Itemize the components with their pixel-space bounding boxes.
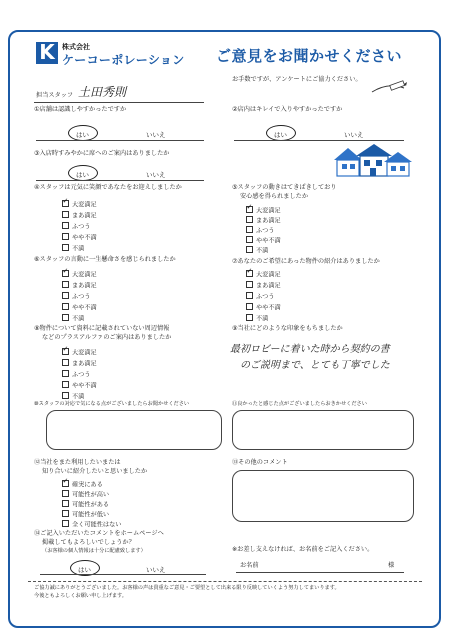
thanks-line-2: 今後ともよろしくお願い申し上げます。 — [34, 593, 127, 599]
q4-option-4-label: やや不満 — [72, 234, 97, 242]
q14-text-3: （お客様の個人情報は十分に配慮致します） — [42, 548, 146, 554]
checkbox-checked-icon — [246, 206, 253, 213]
q8-option-4[interactable] — [62, 381, 97, 391]
logo-k-icon: K — [39, 40, 55, 64]
q3-underline — [36, 180, 204, 181]
q13-text: ⑬その他のコメント — [232, 459, 288, 466]
company-type: 株式会社 — [62, 43, 90, 51]
name-label: お名前 — [240, 562, 259, 569]
q3-no[interactable]: いいえ — [146, 171, 166, 179]
checkbox-icon — [246, 292, 253, 299]
q14-yes[interactable]: はい — [78, 566, 91, 574]
checkbox-checked-icon — [246, 270, 253, 277]
q1-text: ①店舗は認識しやすかったですか — [34, 106, 127, 113]
checkbox-icon — [246, 281, 253, 288]
q5-option-1-label: 大変満足 — [256, 207, 281, 215]
checkbox-icon — [62, 510, 69, 517]
houses-illustration-icon — [332, 142, 414, 178]
q3-yes[interactable]: はい — [76, 171, 89, 179]
q12-text: ⑫当社をまた利用したいまたは — [34, 459, 121, 466]
q8-option-2[interactable] — [62, 359, 97, 369]
company-name: ケーコーポレーション — [62, 53, 185, 67]
checkbox-icon — [246, 303, 253, 310]
q12-text-2: 知り合いに紹介したいと思いましたか — [42, 468, 148, 475]
checkbox-icon — [246, 216, 253, 223]
q5-option-3[interactable] — [246, 226, 275, 236]
checkbox-icon — [62, 392, 69, 399]
checkbox-checked-icon — [62, 480, 69, 487]
q8-option-3[interactable] — [62, 370, 91, 380]
q14-no[interactable]: いいえ — [146, 566, 166, 574]
checkbox-icon — [62, 211, 69, 218]
q7-option-4[interactable] — [246, 303, 281, 313]
q6-option-4[interactable] — [62, 303, 97, 313]
q12-option-5[interactable] — [62, 520, 122, 530]
q8-option-1-label: 大変満足 — [72, 349, 97, 357]
q7-text: ⑦あなたのご希望にあった物件の紹介はありましたか — [232, 258, 380, 265]
q6-option-1-label: 大変満足 — [72, 271, 97, 279]
q6-option-2[interactable] — [62, 281, 97, 291]
checkbox-icon — [62, 292, 69, 299]
checkbox-icon — [62, 233, 69, 240]
q3-text: ③入店時すみやかに席へのご案内はありましたか — [34, 150, 170, 157]
q6-option-3[interactable] — [62, 292, 91, 302]
q7-option-1-label: 大変満足 — [256, 271, 281, 279]
q1-yes[interactable]: はい — [76, 131, 89, 139]
name-request: ※お差し支えなければ、お名前をご記入ください。 — [232, 546, 374, 553]
checkbox-icon — [246, 246, 253, 253]
q5-text-2: 安心感を得られましたか — [240, 193, 309, 200]
q5-option-4[interactable] — [246, 236, 281, 246]
q14-underline — [40, 574, 206, 575]
q7-option-1[interactable] — [246, 270, 281, 280]
q5-text: ⑤スタッフの動きはてきぱきしており — [232, 184, 337, 191]
q14-text-2: 掲載してもよろしいでしょうか？ — [42, 539, 135, 546]
q5-option-4-label: やや不満 — [256, 237, 281, 245]
q3-yes-circle — [68, 165, 98, 181]
q5-option-2[interactable] — [246, 216, 281, 226]
checkbox-icon — [62, 520, 69, 527]
q8-text: ⑧物件について資料に記載されていない周辺情報 — [34, 325, 170, 332]
q1-underline — [36, 140, 204, 141]
q4-option-4[interactable] — [62, 233, 97, 243]
q10-answer-box[interactable] — [46, 410, 222, 450]
q12-option-5-label: 全く可能性はない — [72, 521, 122, 529]
q7-option-3[interactable] — [246, 292, 275, 302]
q5-option-3-label: ふつう — [256, 227, 275, 235]
survey-request: お手数ですが、アンケートにご協力ください。 — [232, 76, 362, 83]
checkbox-icon — [246, 226, 253, 233]
checkbox-checked-icon — [62, 270, 69, 277]
staff-name: 土田秀則 — [78, 85, 127, 99]
q8-option-5-label: 不満 — [72, 393, 85, 401]
checkbox-icon — [246, 236, 253, 243]
q5-option-5[interactable] — [246, 246, 268, 256]
q12-option-4-label: 可能性が低い — [72, 511, 110, 519]
q12-option-3-label: 可能性がある — [72, 501, 110, 509]
q7-option-5[interactable] — [246, 314, 268, 324]
q6-option-5[interactable] — [62, 314, 84, 324]
q5-option-1[interactable] — [246, 206, 281, 216]
q12-option-2[interactable] — [62, 490, 109, 500]
q4-option-5-label: 不満 — [72, 245, 85, 253]
q4-option-1-label: 大変満足 — [72, 201, 97, 209]
page-title: ご意見をお聞かせください — [216, 47, 403, 65]
q11-text: ⑪良かったと感じた点がございましたらおきかせください — [232, 401, 367, 407]
checkbox-icon — [62, 359, 69, 366]
name-input[interactable] — [236, 572, 404, 573]
q9-answer-line-1: 最初ロビーに着いた時から契約の書 — [230, 344, 390, 355]
q1-no[interactable]: いいえ — [146, 131, 166, 139]
q14-text: ⑭ご記入いただいたコメントをホームページへ — [34, 530, 164, 537]
q11-answer-box[interactable] — [232, 410, 414, 450]
q7-option-4-label: やや不満 — [256, 304, 281, 312]
checkbox-checked-icon — [62, 348, 69, 355]
checkbox-checked-icon — [62, 200, 69, 207]
checkbox-icon — [62, 281, 69, 288]
staff-label: 担当スタッフ — [36, 92, 74, 99]
q2-no[interactable]: いいえ — [344, 131, 364, 139]
q4-option-3-label: ふつう — [72, 223, 91, 231]
q7-option-2[interactable] — [246, 281, 281, 291]
q7-option-3-label: ふつう — [256, 293, 275, 301]
q6-option-2-label: まあ満足 — [72, 282, 97, 290]
q8-option-2-label: まあ満足 — [72, 360, 97, 368]
q8-option-3-label: ふつう — [72, 371, 91, 379]
q12-option-3[interactable] — [62, 500, 109, 510]
checkbox-icon — [62, 370, 69, 377]
checkbox-icon — [62, 381, 69, 388]
q2-yes[interactable]: はい — [274, 131, 287, 139]
q6-option-4-label: やや不満 — [72, 304, 97, 312]
thanks-line-1: ご協力誠にありがとうございました。お客様の声は貴重なご意見・ご要望として出来る限り反映していくよう努力してまいります。 — [34, 585, 340, 591]
q4-option-3[interactable] — [62, 222, 91, 232]
q6-option-5-label: 不満 — [72, 315, 85, 323]
q9-answer-line-2: のご説明まで、とても丁寧でした — [240, 360, 390, 371]
checkbox-icon — [62, 222, 69, 229]
q8-option-4-label: やや不満 — [72, 382, 97, 390]
q4-option-1[interactable] — [62, 200, 97, 210]
q8-text-2: などのプラスアルファのご案内はありましたか — [42, 334, 172, 341]
name-honorific: 様 — [388, 562, 395, 569]
q4-option-2-label: まあ満足 — [72, 212, 97, 220]
q12-option-1[interactable] — [62, 480, 103, 490]
staff-underline — [34, 102, 204, 103]
footer-divider — [28, 581, 422, 582]
q2-yes-circle — [266, 125, 296, 141]
q7-option-5-label: 不満 — [256, 315, 269, 323]
checkbox-icon — [62, 244, 69, 251]
checkbox-icon — [246, 314, 253, 321]
q8-option-1[interactable] — [62, 348, 97, 358]
q10-text: ⑩スタッフの対応で気になる点がございましたらお聞かせください — [34, 401, 190, 407]
q1-yes-circle — [68, 125, 98, 141]
q4-option-5[interactable] — [62, 244, 84, 254]
q5-option-5-label: 不満 — [256, 247, 269, 255]
q2-underline — [234, 140, 404, 141]
q5-option-2-label: まあ満足 — [256, 217, 281, 225]
q7-option-2-label: まあ満足 — [256, 282, 281, 290]
checkbox-icon — [62, 314, 69, 321]
q4-option-2[interactable] — [62, 211, 97, 221]
q6-option-3-label: ふつう — [72, 293, 91, 301]
q4-text: ④スタッフは元気に笑顔であなたをお迎えしましたか — [34, 184, 182, 191]
checkbox-icon — [62, 490, 69, 497]
q12-option-2-label: 可能性が高い — [72, 491, 110, 499]
checkbox-icon — [62, 303, 69, 310]
q6-text: ⑥スタッフの言動に一生懸命さを感じられましたか — [34, 256, 176, 263]
checkbox-icon — [62, 500, 69, 507]
q6-option-1[interactable] — [62, 270, 97, 280]
pencil-icon — [368, 80, 408, 98]
q2-text: ②店内はキレイで入りやすかったですか — [232, 106, 343, 113]
q9-text: ⑨当社にどのような印象をもちましたか — [232, 325, 343, 332]
q13-answer-box[interactable] — [232, 470, 414, 522]
q12-option-4[interactable] — [62, 510, 109, 520]
q12-option-1-label: 確実にある — [72, 481, 103, 489]
